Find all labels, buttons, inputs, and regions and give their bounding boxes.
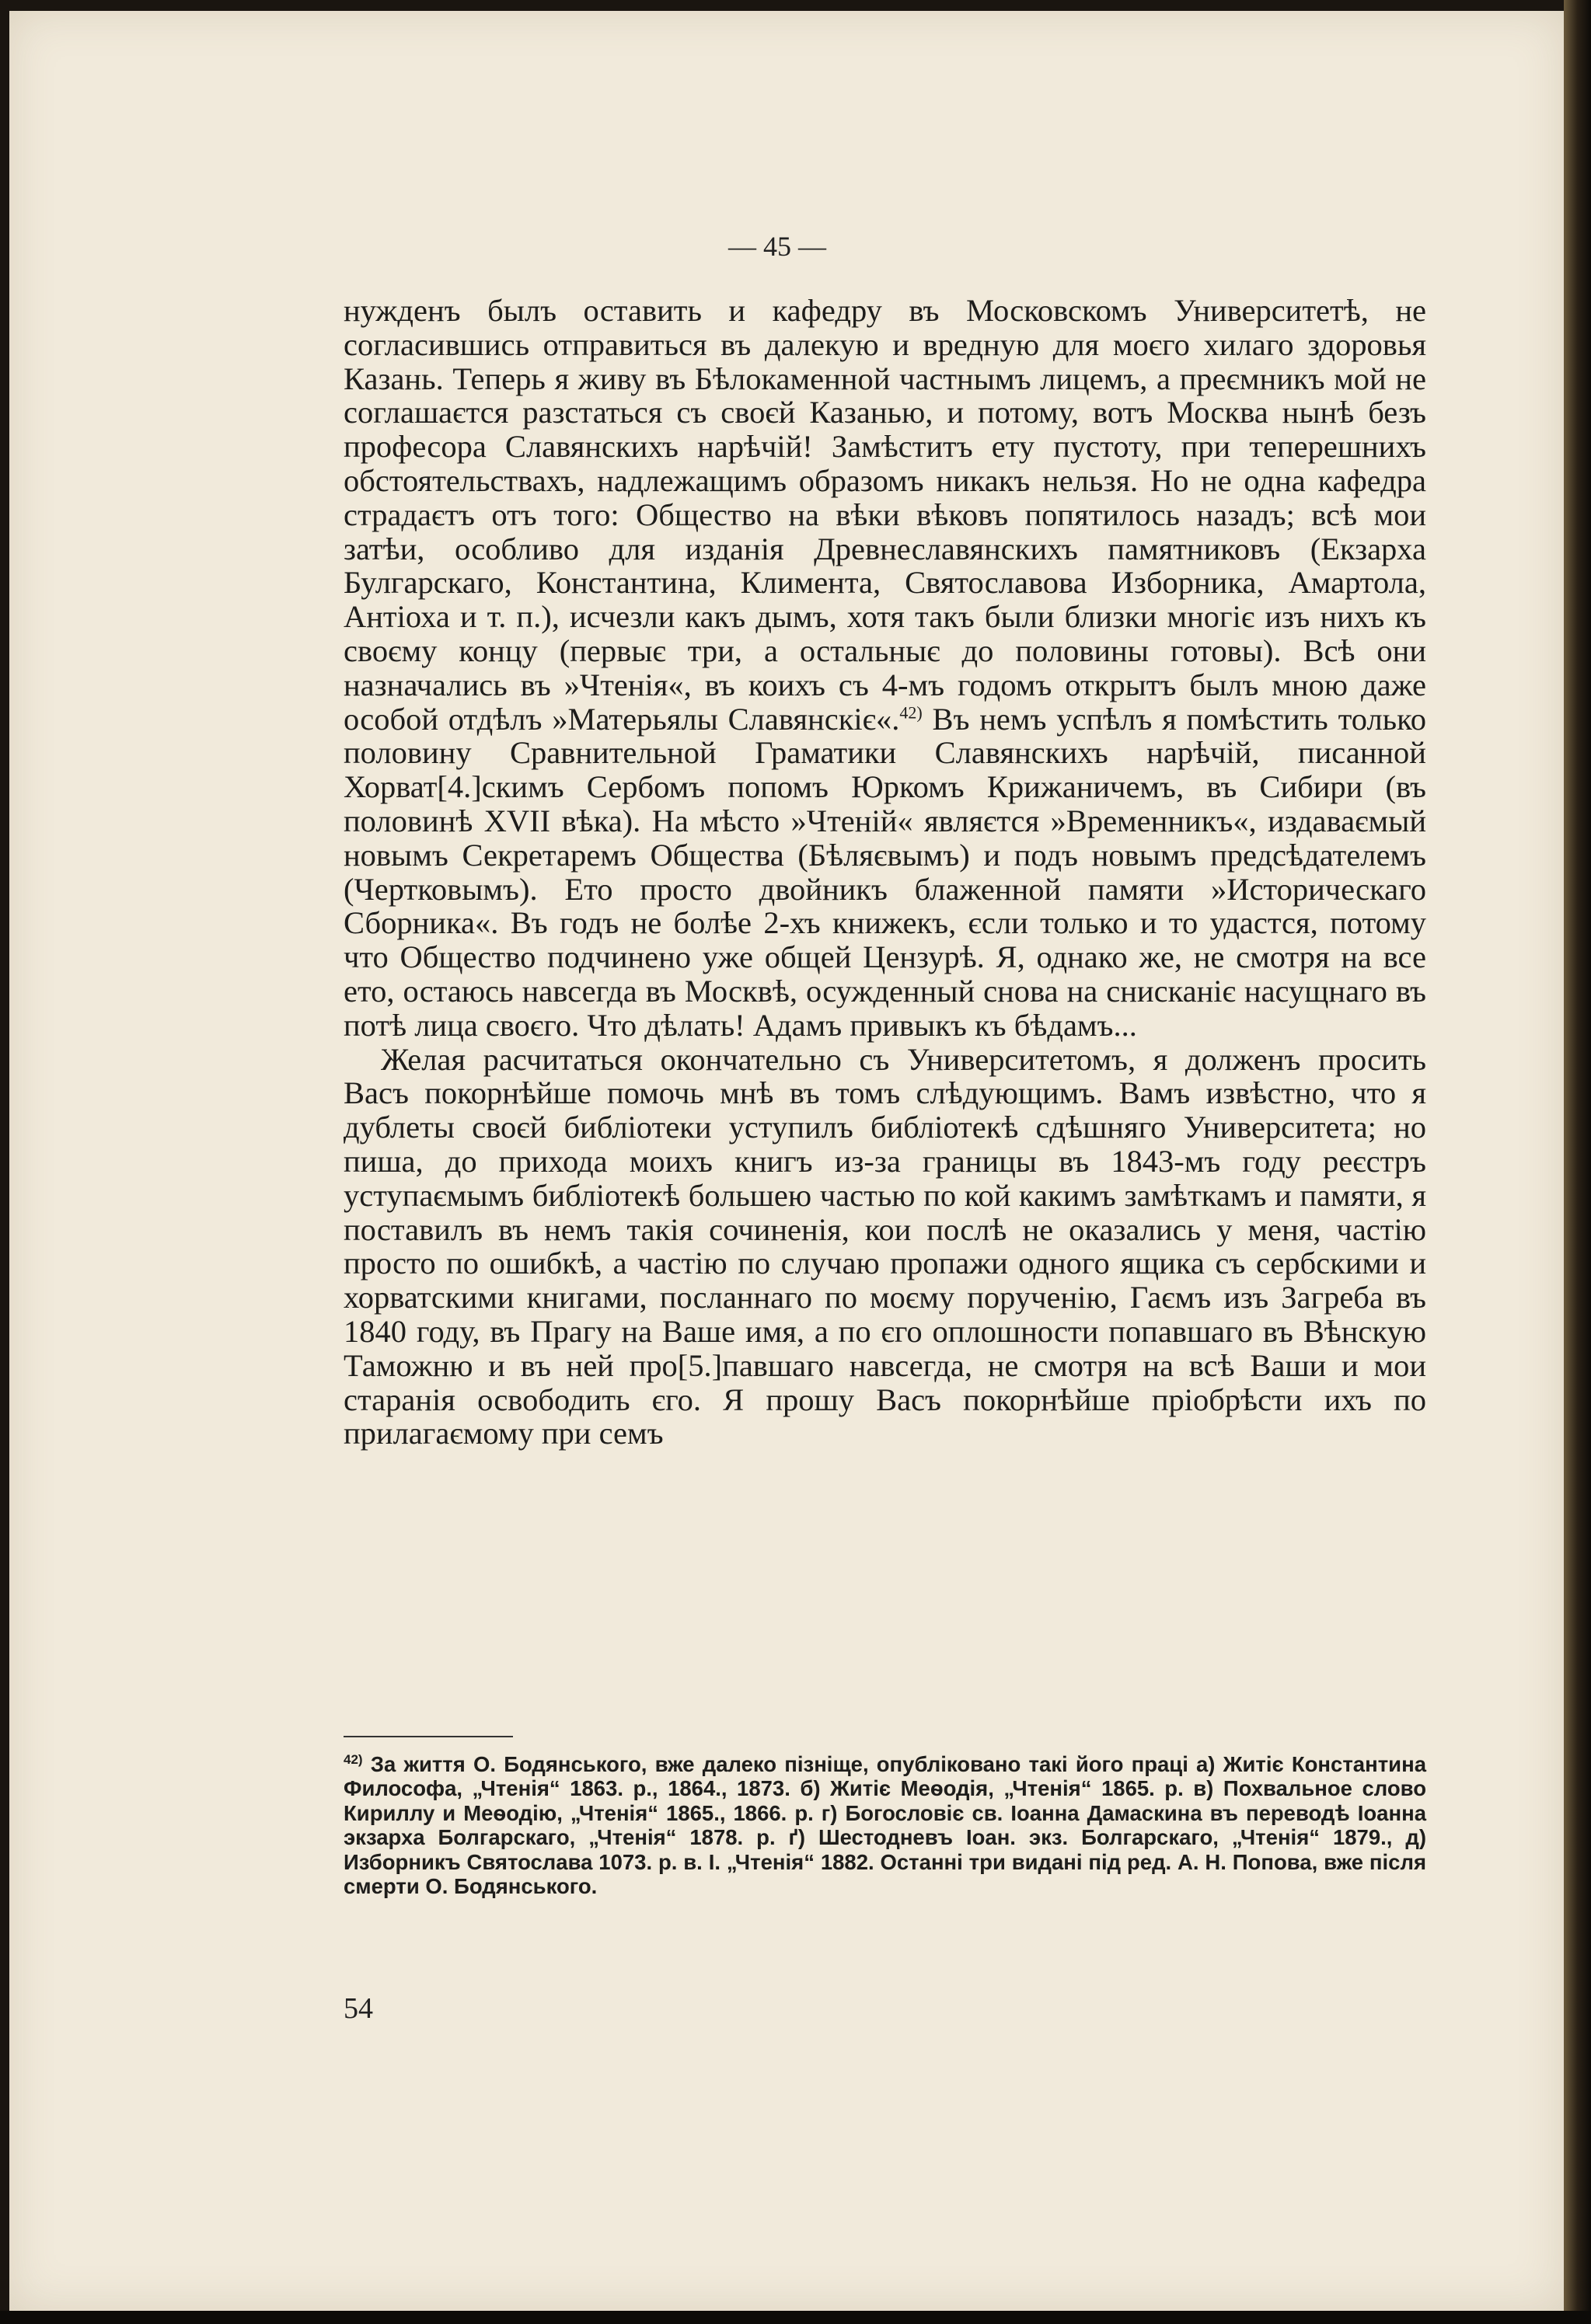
scan-edge (0, 2311, 1591, 2324)
printer-signature-mark: 54 (344, 1992, 373, 2025)
paragraph-1 (344, 294, 1426, 1043)
page-number: — 45 — (728, 231, 826, 262)
paragraph-1-text-b: Въ немъ успѣлъ я помѣстить только половину Сравнительной Граматики Славянскихъ нарѣчій, писанной Хорват[4.]скимъ Сербомъ попомъ Юркомъ Крижаничемъ, въ Сибири (въ половинѣ XVII вѣка). На мѣсто »Чтеній« являєтся »Временникъ«, издаваємый новымъ Секретаремъ Общества (Бѣляєвымъ) и подъ новымъ предсѣдателемъ (Чертковымъ). Ето просто двойникъ блаженной памяти »Историческаго Сборника«. Въ годъ не болѣе 2-хъ книжекъ, єсли только и то удастся, потому что Общество подчинено уже общей Цензурѣ. Я, однако же, не смотря на все ето, остаюсь навсегда въ Москвѣ, осужденный снова на снисканіє насущнаго въ потѣ лица своєго. Что дѣлать! Адамъ привыкъ къ бѣдамъ... (344, 701, 1426, 1043)
body-text (344, 294, 1426, 1451)
paragraph-2 (344, 1043, 1426, 1451)
footnote-divider (344, 1736, 513, 1737)
footnote-mark: 42) (344, 1751, 363, 1767)
paragraph-2-text: Желая расчитаться окончательно съ Университетомъ, я долженъ просить Васъ покорнѣйше помочь мнѣ въ томъ слѣдующимъ. Вамъ извѣстно, что я дублеты своєй библіотеки уступилъ библіотекѣ сдѣшняго Университета; но пиша, до прихода моихъ книгъ из-за границы въ 1843-мъ году реєстръ уступаємымъ библіотекѣ большею частью по кой какимъ замѣткамъ и памяти, я поставилъ въ немъ такія сочиненія, кои послѣ не оказались у меня, частію просто по ошибкѣ, а частію по случаю пропажи одного ящика съ сербскими и хорватскими книгами, посланнаго по моєму порученію, Гаємъ изъ Загреба въ 1840 году, въ Прагу на Ваше имя, а по єго оплошности попавшаго въ Вѣнскую Таможню и въ ней про[5.]павшаго навсегда, не смотря на всѣ Ваши и мои старанія освободить єго. Я прошу Васъ покорнѣйше пріобрѣсти ихъ по прилагаємому при семъ (344, 1041, 1426, 1451)
footnote-text: За життя О. Бодянського, вже далеко пізніще, опубліковано такі його праці а) Житіє Константина Философа, „Чтенія“ 1863. р., 1864., 1873. б) Житіє Меѳодія, „Чтенія“ 1865. р. в) Похвальное слово Кириллу и Меѳодію, „Чтенія“ 1865., 1866. р. г) Богословіє св. Іоанна Дамаскина въ переводѣ Іоанна экзарха Болгарскаго, „Чтенія“ 1878. р. ґ) Шестодневъ Іоан. экз. Болгарскаго, „Чтенія“ 1879., д) Изборникъ Святослава 1073. р. в. І. „Чтенія“ 1882. Останні три видані під ред. А. Н. Попова, вже після смерти О. Бодянського. (344, 1752, 1426, 1899)
footnote (344, 1752, 1426, 1898)
book-spine (1564, 0, 1591, 2324)
footnote-reference: 42) (899, 702, 923, 723)
paragraph-1-text-a: нужденъ былъ оставить и кафедру въ Московскомъ Университетѣ, не согласившись отправиться въ далекую и вредную для моєго хилаго здоровья Казань. Теперь я живу въ Бѣлокаменной частнымъ лицемъ, а преємникъ мой не соглашаєтся разстаться съ своєй Казанью, и потому, вотъ Москва нынѣ безъ професора Славянскихъ нарѣчій! Замѣститъ ету пустоту, при теперешнихъ обстоятельствахъ, надлежащимъ образомъ никакъ нельзя. Но не одна кафедра страдаєтъ отъ того: Общество на вѣки вѣковъ попятилось назадъ; всѣ мои затѣи, особливо для изданія Древнеславянскихъ памятниковъ (Екзарха Булгарскаго, Константина, Климента, Святославова Изборника, Амартола, Антіоха и т. п.), исчезли какъ дымъ, хотя такъ были близки многіє изъ нихъ къ своєму концу (первыє три, а остальныє до половины готовы). Всѣ они назначались въ »Чтенія«, въ коихъ съ 4-мъ годомъ открытъ былъ мною даже особой отдѣлъ »Матерьялы Славянскіє«. (344, 293, 1426, 737)
